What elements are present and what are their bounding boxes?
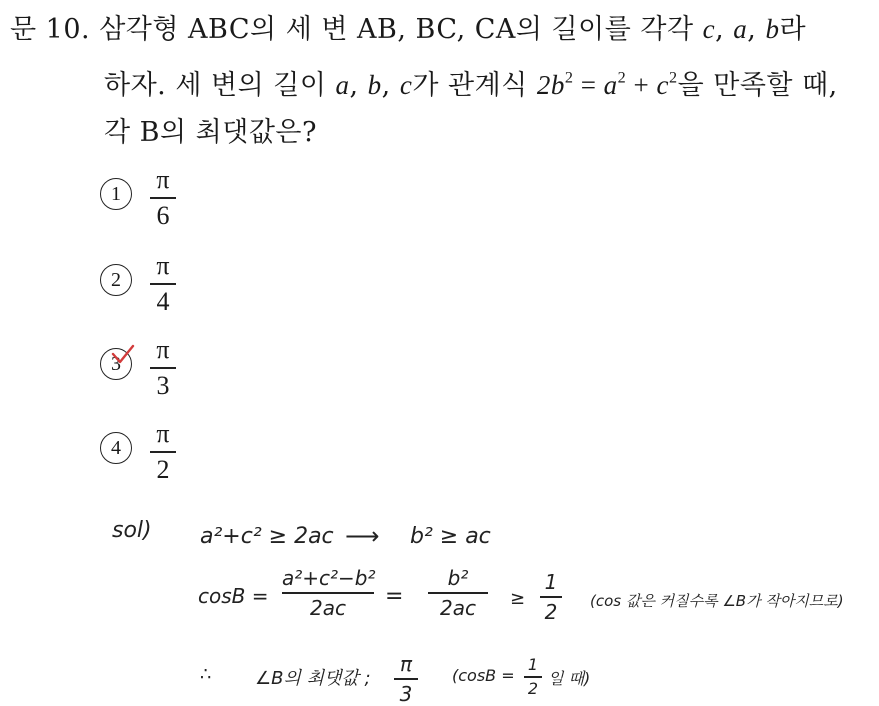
question-text-1: 삼각형 ABC의 세 변 AB, BC, CA의 길이를 각각 xyxy=(99,14,694,45)
cos-fraction-2: b² 2ac xyxy=(428,566,488,620)
question-line-1: 문 10. 삼각형 ABC의 세 변 AB, BC, CA의 길이를 각각 c, a, b라 xyxy=(10,14,807,45)
var-a: a xyxy=(335,70,350,100)
choice-number-4: 4 xyxy=(100,432,132,464)
therefore-icon: ∴ xyxy=(200,664,212,685)
var-b: b xyxy=(765,14,780,44)
equation: $2b^2 = a^2 + c^2$ xyxy=(536,68,678,100)
question-text-2-end: 을 만족할 때, xyxy=(677,70,838,101)
solution-note-1: (cos 값은 커질수록 ∠B가 작아지므로) xyxy=(590,592,844,610)
choice-number-1: 1 xyxy=(100,178,132,210)
question-text-2: 하자. 세 변의 길이 xyxy=(104,70,327,101)
arrow-icon: ⟶ xyxy=(345,522,380,550)
solution-note-2-right: 일 때) xyxy=(548,669,591,688)
solution-line-3: ∠B의 최댓값 ; xyxy=(255,668,371,689)
question-text-3: 각 B의 최댓값은? xyxy=(104,117,317,148)
question-line-2: 하자. 세 변의 길이 a, b, c가 관계식 $2b^2 = a^2 + c^2$을 만족할 때, xyxy=(104,68,838,101)
solution-label: sol) xyxy=(112,518,152,543)
var-b: b xyxy=(367,70,382,100)
solution-line-1-right: b² ≥ ac xyxy=(410,524,491,549)
choice-number-2: 2 xyxy=(100,264,132,296)
choice-fraction-1: π 6 xyxy=(150,166,176,230)
ge-sign: ≥ xyxy=(510,588,526,609)
var-a: a xyxy=(733,14,748,44)
cos-fraction-1: a²+c²−b² 2ac xyxy=(282,566,376,620)
choice-fraction-4: π 2 xyxy=(150,420,176,484)
question-text-1-end: 라 xyxy=(779,14,807,45)
choice-fraction-2: π 4 xyxy=(150,252,176,316)
answer-fraction: π 3 xyxy=(394,652,418,706)
question-number: 문 10. xyxy=(10,14,91,45)
solution-note-2-left: (cosB = xyxy=(452,666,515,685)
var-c: c xyxy=(399,70,413,100)
var-c: c xyxy=(702,14,716,44)
choice-fraction-3: π 3 xyxy=(150,336,176,400)
solution-line-1-left: a²+c² ≥ 2ac xyxy=(200,524,334,549)
cos-label: cosB = xyxy=(198,584,269,608)
equals-sign: = xyxy=(385,584,404,609)
check-mark-icon xyxy=(110,342,136,368)
note-half-fraction: 1 2 xyxy=(524,656,542,698)
choice-number-3: 3 xyxy=(100,348,132,380)
question-line-3 xyxy=(104,116,317,150)
half-fraction: 1 2 xyxy=(540,570,562,624)
question-text-2-mid: 가 관계식 xyxy=(412,70,528,101)
